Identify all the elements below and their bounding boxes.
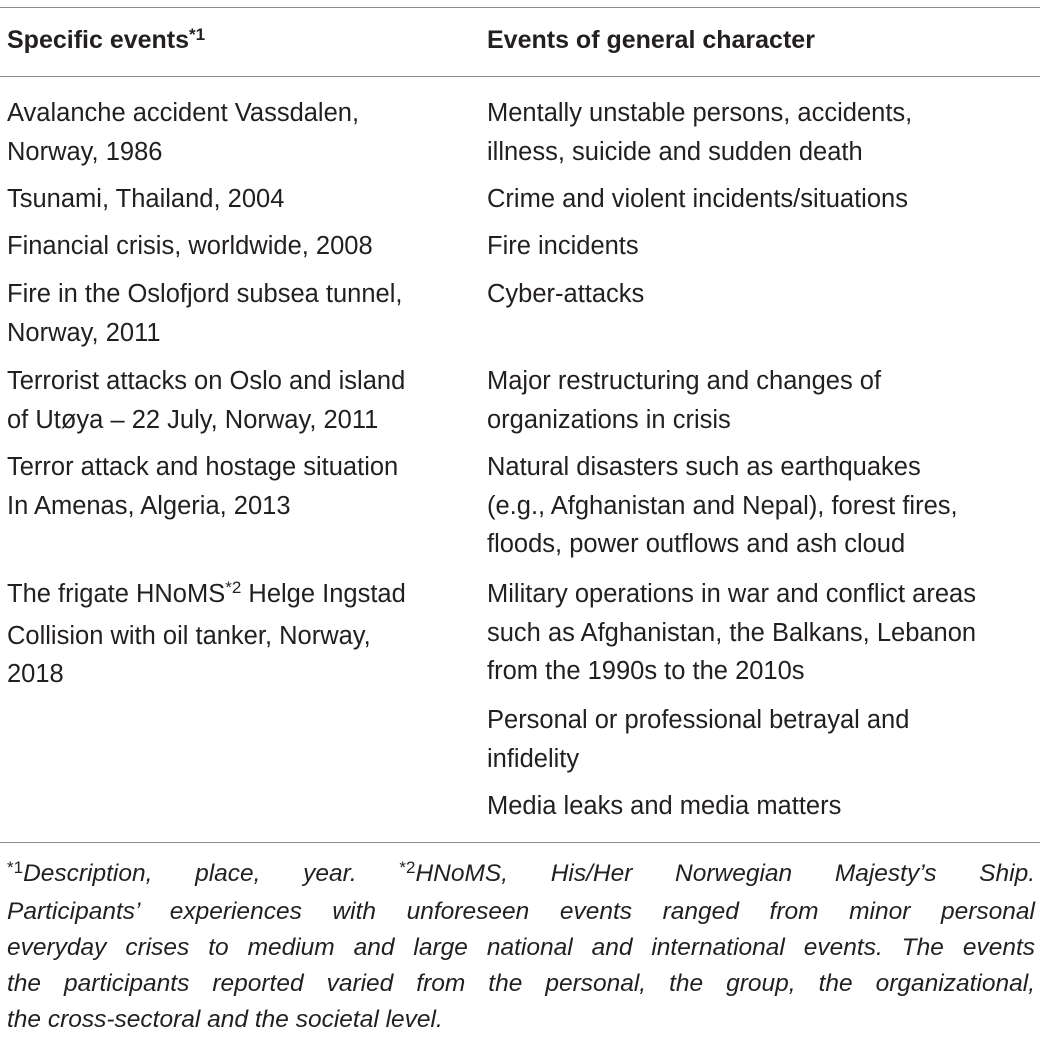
general-event-crime (487, 180, 908, 219)
general-event-media-leaks (487, 787, 841, 826)
cell-line: infidelity (487, 744, 580, 773)
cell-line: organizations in crisis (487, 405, 731, 434)
cell-line: Cyber-attacks (487, 280, 645, 308)
cell-line: of Utøya – 22 July, Norway, 2011 (7, 405, 379, 434)
general-event-unstable-persons (487, 94, 912, 171)
footnote-line: the cross-sectoral and the societal level. (7, 1006, 443, 1033)
cell-line: Fire in the Oslofjord subsea tunnel, (7, 280, 403, 308)
table-bottom-rule (0, 842, 1040, 843)
cell-line: Crime and violent incidents/situations (487, 185, 908, 213)
cell-line: Terror attack and hostage situation (7, 453, 399, 481)
cell-line: floods, power outflows and ash cloud (487, 530, 906, 558)
cell-line: 2018 (7, 660, 64, 688)
cell-line: In Amenas, Algeria, 2013 (7, 491, 291, 520)
header-specific-events: Specific events$^{*1}$ (7, 25, 206, 54)
general-event-restructuring (487, 362, 881, 439)
cell-line: illness, suicide and sudden death (487, 137, 863, 166)
specific-event-in-amenas (7, 448, 398, 525)
footnote-line: Participants’ experiences with unforeseen events ranged from minor personal (7, 898, 1035, 925)
footnote-line: $^{*1}$Description, place, year. $^{*2}$HNoMS, His/Her Norwegian Majesty’s Ship. (7, 858, 1036, 887)
cell-line: Terrorist attacks on Oslo and island (7, 367, 406, 395)
cell-line: Financial crisis, worldwide, 2008 (7, 232, 373, 260)
cell-line: Media leaks and media matters (487, 792, 842, 820)
cell-line: Personal or professional betrayal and (487, 706, 910, 734)
general-event-betrayal (487, 701, 909, 778)
cell-line: (e.g., Afghanistan and Nepal), forest fires, (487, 491, 958, 520)
specific-event-financial-crisis (7, 227, 373, 266)
specific-event-tsunami (7, 180, 284, 219)
cell-line: Natural disasters such as earthquakes (487, 453, 921, 481)
footnote-marker-1: *1 (7, 858, 24, 877)
specific-event-helge-ingstad (7, 575, 406, 694)
cell-line: Fire incidents (487, 232, 639, 260)
footnote-marker-2: *2 (399, 858, 416, 877)
cell-line: from the 1990s to the 2010s (487, 657, 805, 685)
table-top-rule (0, 7, 1040, 8)
general-event-fire (487, 227, 639, 266)
footnote-line: everyday crises to medium and large national and international events. The events (7, 934, 1035, 961)
header-general-events: Events of general character (487, 26, 815, 54)
footnote-marker-1: *1 (189, 25, 206, 44)
cell-line: Collision with oil tanker, Norway, (7, 621, 371, 650)
cell-line: Norway, 1986 (7, 137, 163, 166)
cell-line: such as Afghanistan, the Balkans, Lebanon (487, 618, 977, 647)
footnote-marker-2: *2 (225, 578, 242, 597)
specific-event-utoya-attacks (7, 362, 405, 439)
general-event-military-operations (487, 575, 976, 691)
cell-line: Mentally unstable persons, accidents, (487, 99, 913, 127)
cell-line: The frigate HNoMS$^{*2}$ Helge Ingstad (7, 578, 406, 608)
header-divider-rule (0, 76, 1040, 77)
table-footnote (7, 856, 1035, 1038)
cell-line: Military operations in war and conflict areas (487, 580, 976, 608)
cell-line: Avalanche accident Vassdalen, (7, 99, 360, 127)
specific-event-oslofjord-fire (7, 275, 402, 352)
cell-line: Major restructuring and changes of (487, 367, 882, 395)
general-event-cyber-attacks (487, 275, 644, 314)
footnote-line: the participants reported varied from the personal, the group, the organizational, (7, 970, 1035, 997)
cell-line: Tsunami, Thailand, 2004 (7, 185, 285, 213)
general-event-natural-disasters (487, 448, 958, 564)
cell-line: Norway, 2011 (7, 318, 161, 347)
specific-event-vassdalen (7, 94, 359, 171)
